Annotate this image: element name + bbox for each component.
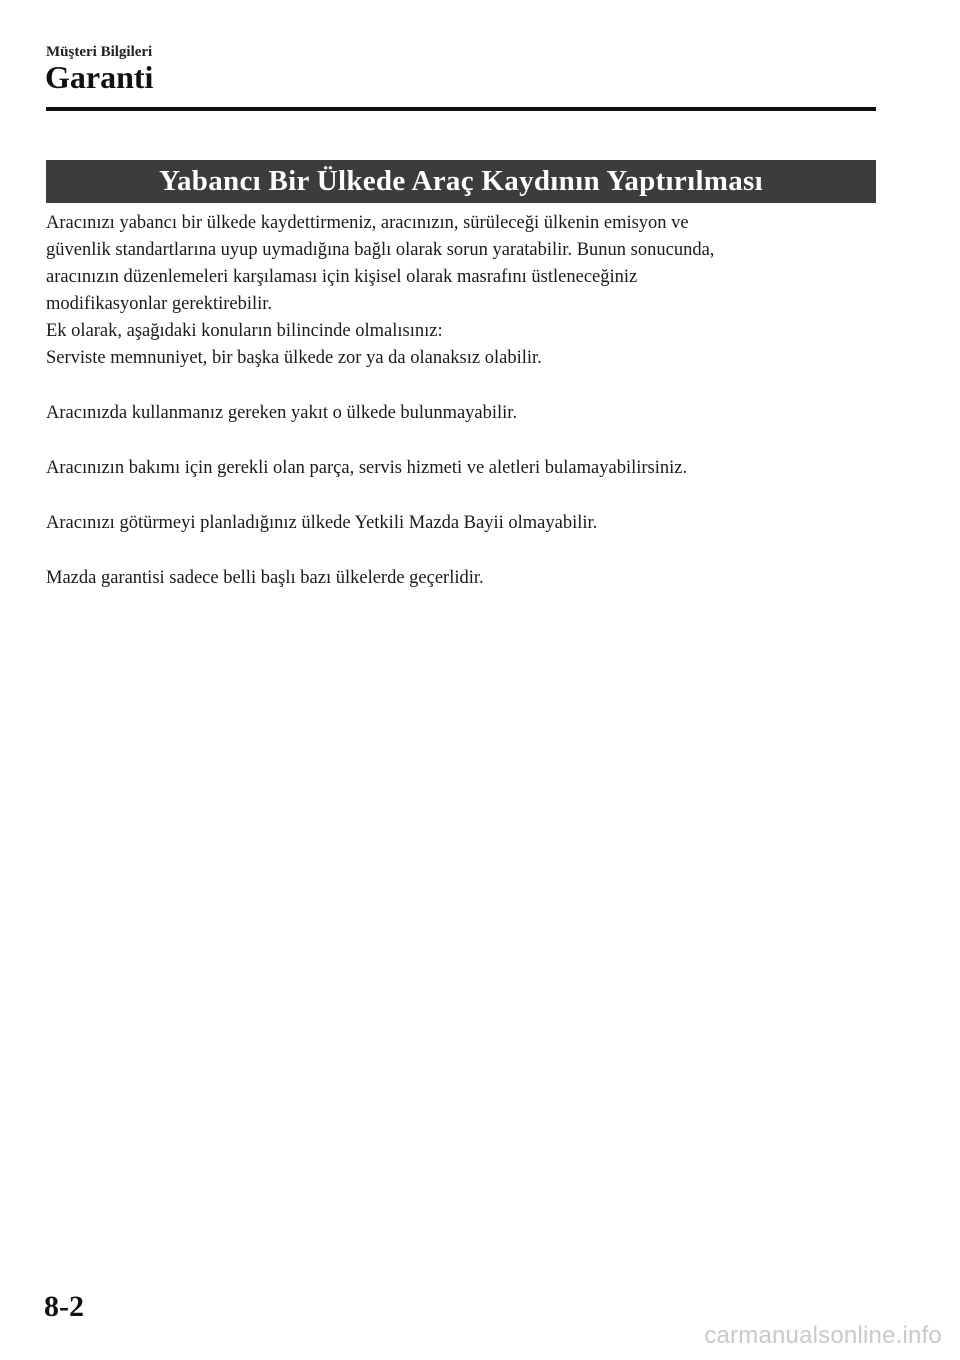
header-rule xyxy=(46,107,876,111)
watermark: carmanualsonline.info xyxy=(704,1322,942,1349)
section-label: Müşteri Bilgileri xyxy=(46,44,153,60)
point-paragraph: Aracınızı götürmeyi planladığınız ülkede Yetkili Mazda Bayii olmayabilir. xyxy=(46,513,598,533)
intro-line: Serviste memnuniyet, bir başka ülkede zor ya da olanaksız olabilir. xyxy=(46,348,542,368)
point-paragraph: Aracınızın bakımı için gerekli olan parça, servis hizmeti ve aletleri bulamayabilirsiniz. xyxy=(46,458,688,478)
intro-line: aracınızın düzenlemeleri karşılaması için kişisel olarak masrafını üstleneceğiniz xyxy=(46,267,638,287)
intro-line: güvenlik standartlarına uyup uymadığına bağlı olarak sorun yaratabilir. Bunun sonucunda, xyxy=(46,240,715,260)
section-title-banner: Yabancı Bir Ülkede Araç Kaydının Yaptırılması xyxy=(46,160,876,203)
intro-line: modifikasyonlar gerektirebilir. xyxy=(46,294,273,314)
chapter-title: Garanti xyxy=(45,59,154,95)
intro-line: Aracınızı yabancı bir ülkede kaydettirmeniz, aracınızın, sürüleceği ülkenin emisyon ve xyxy=(46,213,689,233)
page-number: 8-2 xyxy=(44,1290,84,1323)
body-text xyxy=(46,210,876,592)
point-paragraph: Aracınızda kullanmanız gereken yakıt o ülkede bulunmayabilir. xyxy=(46,403,518,423)
intro-line: Ek olarak, aşağıdaki konuların bilincinde olmalısınız: xyxy=(46,321,443,341)
point-paragraph: Mazda garantisi sadece belli başlı bazı ülkelerde geçerlidir. xyxy=(46,568,484,588)
